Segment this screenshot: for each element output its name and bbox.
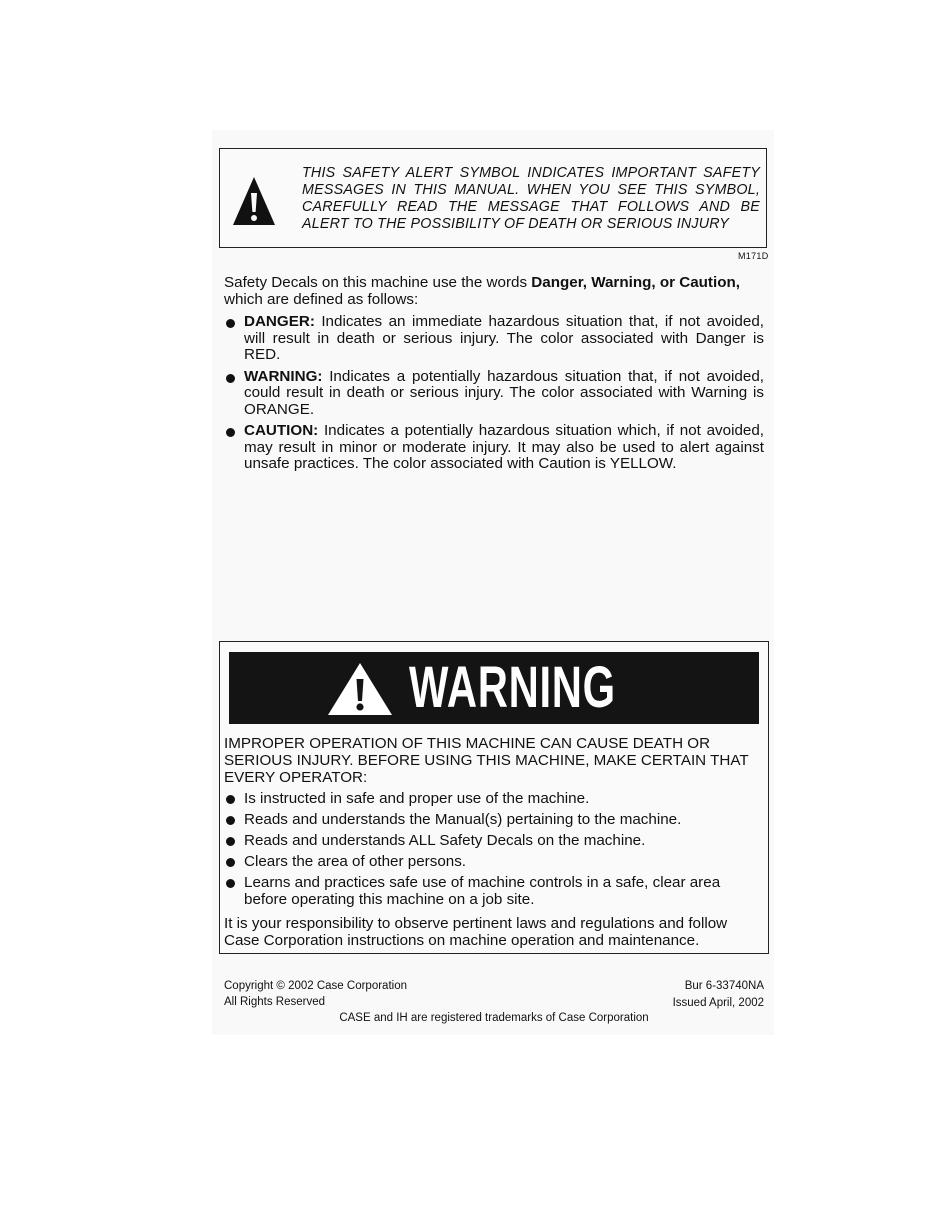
definition-warning <box>224 369 764 419</box>
safety-alert-triangle-icon <box>232 175 276 227</box>
intro-prefix: Safety Decals on this machine use the words <box>224 274 532 291</box>
warning-triangle-icon <box>326 661 394 717</box>
definition-text: Indicates an immediate hazardous situation that, if not avoided, will result in death or serious injury. The color associated with Danger is RED. <box>244 313 764 363</box>
intro-suffix: which are defined as follows: <box>224 291 419 308</box>
warning-intro: IMPROPER OPERATION OF THIS MACHINE CAN CAUSE DEATH OR SERIOUS INJURY. BEFORE USING THIS MACHINE, MAKE CERTAIN THAT EVERY OPERATOR: <box>224 735 749 786</box>
list-item: Learns and practices safe use of machine controls in a safe, clear area before operating this machine on a job site. <box>224 874 764 908</box>
list-item: Reads and understands ALL Safety Decals on the machine. <box>224 832 764 849</box>
signal-words-intro <box>224 274 764 308</box>
document-info <box>620 978 764 1012</box>
definition-text: Indicates a potentially hazardous situation that, if not avoided, could result in death or serious injury. The color associated with Warning is ORANGE. <box>244 367 764 418</box>
copyright-block <box>224 978 407 1010</box>
safety-alert-box <box>219 148 767 248</box>
definition-text: Indicates a potentially hazardous situation which, if not avoided, may result in minor or moderate injury. It may also be used to alert against unsafe practices. The color associated with Caution is YELLOW. <box>244 422 764 472</box>
definition-term: CAUTION: <box>244 422 319 439</box>
list-item: Is instructed in safe and proper use of the machine. <box>224 790 764 807</box>
rights-line: All Rights Reserved <box>224 996 325 1008</box>
issue-date: Issued April, 2002 <box>672 997 764 1009</box>
document-number: Bur 6-33740NA <box>684 980 764 992</box>
warning-responsibility-text: It is your responsibility to observe pertinent laws and regulations and follow Case Corporation instructions on machine operation and maintenance. <box>224 915 728 949</box>
definition-danger <box>224 314 764 364</box>
definition-term: DANGER: <box>244 313 315 330</box>
definition-caution <box>224 423 764 473</box>
intro-signal-words: Danger, Warning, or Caution, <box>531 274 740 291</box>
definition-term: WARNING: <box>244 367 323 385</box>
operator-requirements-list <box>224 790 764 912</box>
warning-banner <box>229 652 759 724</box>
warning-banner-title: WARNING <box>409 655 616 720</box>
trademark-notice: CASE and IH are registered trademarks of Case Corporation <box>339 1012 649 1024</box>
alert-code: M171D <box>738 251 769 261</box>
list-item: Reads and understands the Manual(s) pertaining to the machine. <box>224 811 764 828</box>
safety-alert-text: THIS SAFETY ALERT SYMBOL INDICATES IMPORTANT SAFETY MESSAGES IN THIS MANUAL. WHEN YOU SEE THIS SYMBOL, CAREFULLY READ THE MESSAGE THAT FOLLOWS AND BE ALERT TO THE POSSIBILITY OF DEATH OR SERIOUS INJURY <box>302 165 760 232</box>
copyright-line: Copyright © 2002 Case Corporation <box>224 980 407 992</box>
list-item: Clears the area of other persons. <box>224 853 764 870</box>
signal-word-definitions <box>224 314 764 478</box>
